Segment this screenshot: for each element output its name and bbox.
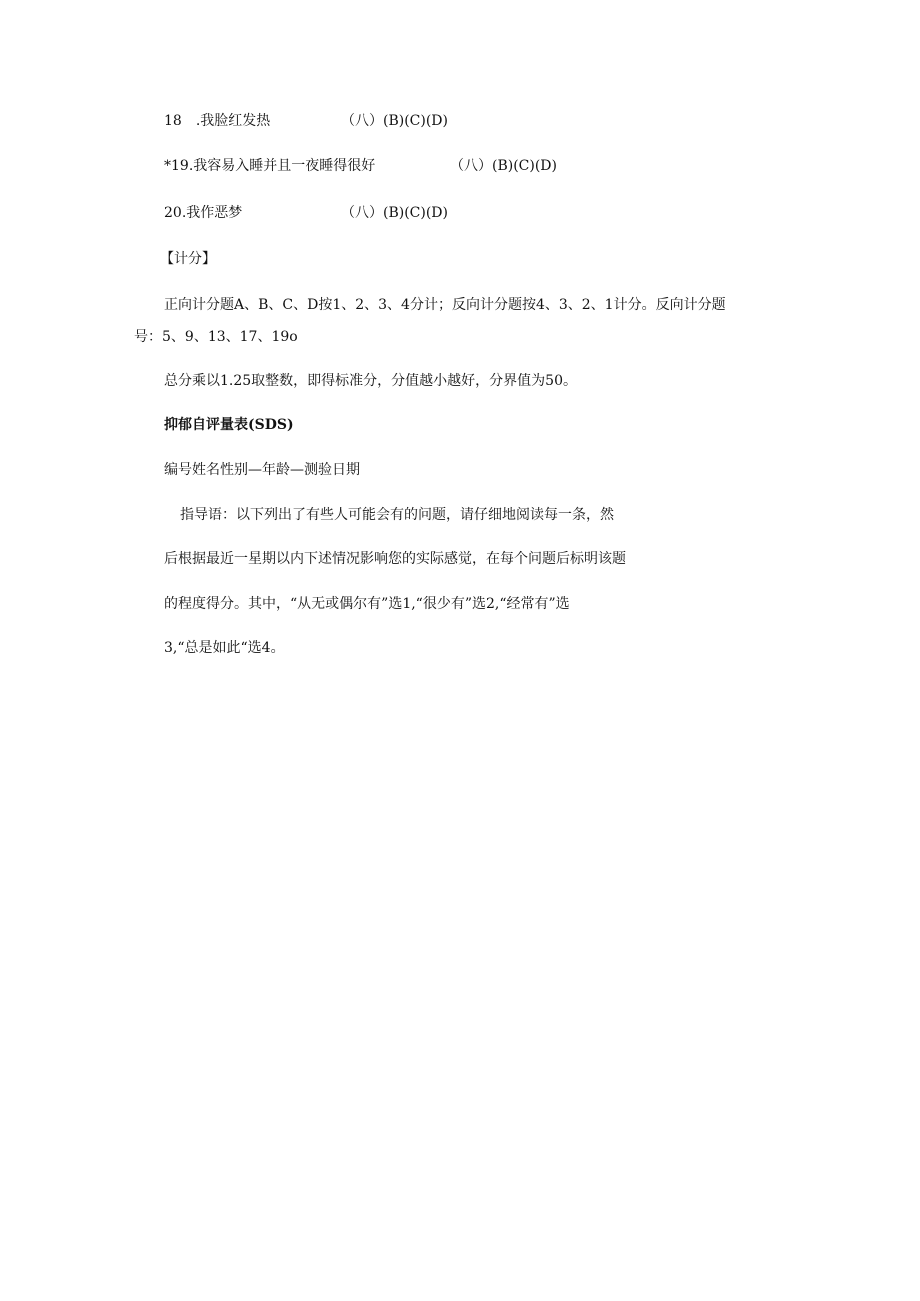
sds-fields: 编号姓名性别—年龄—测验日期 [164, 462, 360, 478]
item-18-options: （八）(B)(C)(D) [341, 113, 448, 129]
scoring-total: 总分乘以1.25取整数，即得标准分，分值越小越好，分界值为50。 [164, 373, 577, 389]
question-item-18 [164, 112, 270, 130]
scoring-heading: 【计分】 [160, 251, 216, 267]
item-text: 我脸红发热 [200, 113, 271, 129]
item-text: 我容易入睡并且一夜睡得很好 [193, 158, 376, 174]
item-number: 20. [164, 205, 187, 221]
guide-line-2: 后根据最近一星期以内下述情况影响您的实际感觉，在每个问题后标明该题 [164, 551, 626, 567]
sds-title: 抑郁自评量表(SDS) [164, 417, 294, 433]
item-19-options: （八）(B)(C)(D) [450, 158, 557, 174]
item-number: 18 . [164, 113, 201, 129]
scoring-rule-line-1: 正向计分题A、B、C、D按1、2、3、4分计；反向计分题按4、3、2、1计分。反向计分题 [164, 297, 726, 313]
guide-line-4: 3,“总是如此“选4。 [164, 640, 285, 656]
question-item-19 [164, 157, 375, 175]
item-20-options: （八）(B)(C)(D) [341, 205, 448, 221]
item-number: *19. [164, 158, 194, 174]
guide-line-3: 的程度得分。其中，“从无或偶尔有”选1,“很少有”选2,“经常有”选 [164, 596, 570, 612]
item-text: 我作恶梦 [186, 205, 243, 221]
scoring-rule-line-2: 号：5、9、13、17、19o [134, 329, 298, 345]
question-item-20 [164, 204, 242, 222]
guide-line-1: 指导语：以下列出了有些人可能会有的问题，请仔细地阅读每一条，然 [180, 507, 614, 523]
